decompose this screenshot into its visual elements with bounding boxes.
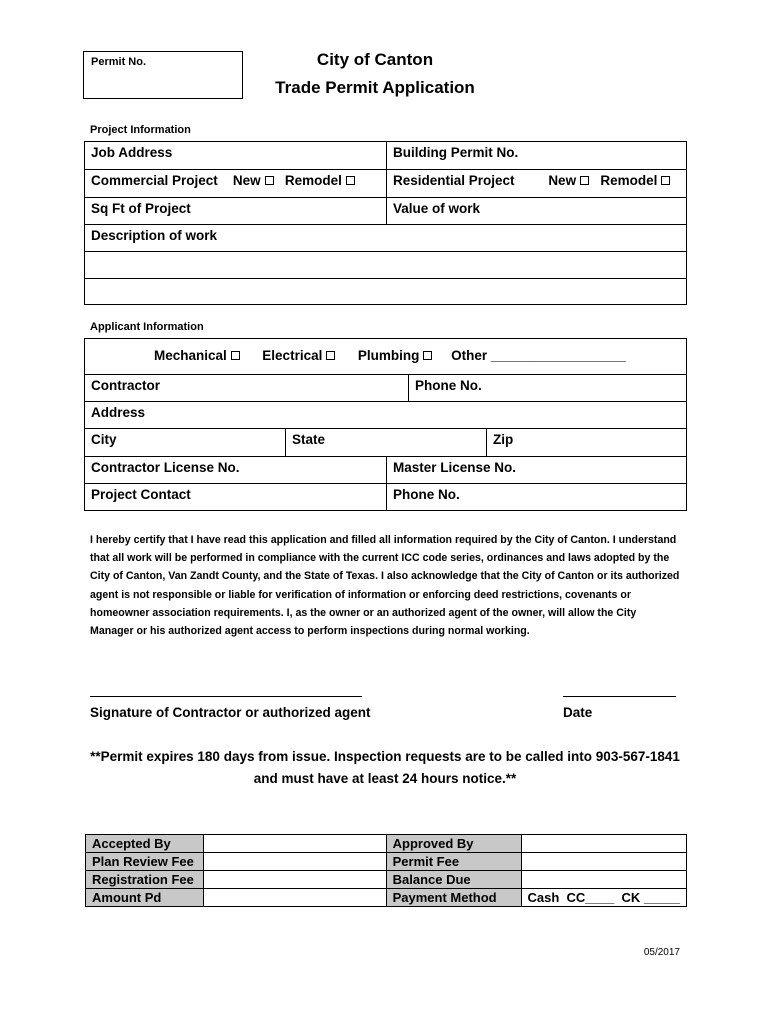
address-field[interactable] (85, 402, 686, 428)
residential-remodel-checkbox[interactable] (661, 176, 670, 185)
master-license-label: Master License No. (393, 460, 517, 475)
master-license-field[interactable] (386, 457, 686, 483)
date-label: Date (563, 705, 593, 720)
accepted-by-label: Accepted By (86, 835, 204, 853)
trade-type-options (148, 339, 686, 374)
commercial-project-field (85, 170, 386, 197)
permit-fee-value[interactable] (521, 853, 686, 871)
trade-type-row (85, 339, 686, 374)
plumbing-label: Plumbing (357, 348, 420, 363)
plan-review-fee-value[interactable] (203, 853, 386, 871)
commercial-project-label: Commercial Project (91, 173, 218, 188)
mechanical-checkbox[interactable] (231, 351, 240, 360)
office-use-table (85, 834, 687, 907)
amount-paid-label: Amount Pd (86, 889, 204, 907)
commercial-remodel-label: Remodel (284, 173, 342, 188)
form-revision-date: 05/2017 (643, 947, 680, 958)
project-row-3 (85, 197, 686, 224)
electrical-label: Electrical (262, 348, 323, 363)
description-field[interactable] (85, 225, 686, 251)
applicant-section-label: Applicant Information (90, 321, 204, 333)
city-field[interactable] (85, 429, 285, 456)
job-address-label: Job Address (91, 145, 173, 160)
project-contact-label: Project Contact (91, 487, 191, 502)
job-address-field[interactable] (85, 142, 386, 169)
building-permit-label: Building Permit No. (393, 145, 519, 160)
plan-review-fee-label: Plan Review Fee (86, 853, 204, 871)
signature-line[interactable] (90, 696, 362, 697)
city-label: City (91, 432, 117, 447)
commercial-new-checkbox[interactable] (265, 176, 274, 185)
city-state-zip-row (85, 428, 686, 456)
registration-fee-value[interactable] (203, 871, 386, 889)
project-contact-phone-label: Phone No. (393, 487, 460, 502)
contractor-phone-label: Phone No. (415, 378, 482, 393)
residential-new-checkbox[interactable] (580, 176, 589, 185)
description-label: Description of work (91, 228, 218, 243)
balance-due-label: Balance Due (386, 871, 521, 889)
project-contact-row (85, 483, 686, 510)
applicant-info-grid (84, 338, 687, 511)
contractor-license-field[interactable] (85, 457, 386, 483)
form-title: Trade Permit Application (275, 78, 475, 97)
commercial-remodel-checkbox[interactable] (346, 176, 355, 185)
value-of-work-label: Value of work (393, 201, 481, 216)
residential-project-label: Residential Project (393, 173, 515, 188)
sq-ft-label: Sq Ft of Project (91, 201, 191, 216)
plumbing-checkbox[interactable] (423, 351, 432, 360)
state-field[interactable] (285, 429, 486, 456)
project-row-1 (85, 142, 686, 169)
zip-label: Zip (493, 432, 514, 447)
certification-statement: I hereby certify that I have read this application and filled all information required by the City of Canton. I understand that all work will be performed in compliance with the current ICC code series, ordinances and laws adopted by the City of Canton, Van Zandt County, and the State of Texas. I also acknowledge that the City of Canton or its authorized agent is not responsible or liable for verification of information or enforcing deed restrictions, covenants or homeowner association requirements. I, as the owner or an authorized agent of the owner, will allow the City Manager or his authorized agent access to perform inspections during normal working. (90, 534, 680, 638)
other-trade-field[interactable]: Other __________________ (451, 348, 627, 363)
notice-line-1: **Permit expires 180 days from issue. Inspection requests are to be called into 903-567-1841 (90, 749, 680, 764)
accepted-by-value[interactable] (203, 835, 386, 853)
building-permit-field[interactable] (386, 142, 686, 169)
permit-number-box[interactable] (83, 51, 243, 99)
contractor-label: Contractor (91, 378, 161, 393)
mechanical-label: Mechanical (154, 348, 227, 363)
contractor-row (85, 374, 686, 401)
amount-paid-value[interactable] (203, 889, 386, 907)
license-row (85, 456, 686, 483)
permit-expiration-notice (85, 746, 685, 790)
state-label: State (292, 432, 326, 447)
table-row (86, 871, 687, 889)
project-info-grid (84, 141, 687, 305)
project-contact-field[interactable] (85, 484, 386, 510)
address-row (85, 401, 686, 428)
date-line[interactable] (563, 696, 676, 697)
commercial-new-label: New (232, 173, 261, 188)
project-row-2 (85, 169, 686, 197)
contractor-license-label: Contractor License No. (91, 460, 240, 475)
table-row (86, 889, 687, 907)
contractor-field[interactable] (85, 375, 408, 401)
address-label: Address (91, 405, 146, 420)
approved-by-value[interactable] (521, 835, 686, 853)
value-of-work-field[interactable] (386, 198, 686, 224)
sq-ft-field[interactable] (85, 198, 386, 224)
residential-project-field (386, 170, 686, 197)
payment-method-label: Payment Method (386, 889, 521, 907)
table-row (86, 853, 687, 871)
balance-due-value[interactable] (521, 871, 686, 889)
zip-field[interactable] (486, 429, 686, 456)
residential-remodel-label: Remodel (600, 173, 658, 188)
approved-by-label: Approved By (386, 835, 521, 853)
permit-fee-label: Permit Fee (386, 853, 521, 871)
description-row (85, 224, 686, 251)
table-row (86, 835, 687, 853)
permit-number-label: Permit No. (91, 56, 147, 68)
electrical-checkbox[interactable] (326, 351, 335, 360)
description-line-3[interactable] (85, 278, 686, 304)
residential-new-label: New (548, 173, 577, 188)
notice-line-2: and must have at least 24 hours notice.** (253, 771, 517, 786)
description-line-2[interactable] (85, 251, 686, 278)
signature-label: Signature of Contractor or authorized agent (90, 705, 371, 720)
form-title-city: City of Canton (316, 50, 434, 69)
project-contact-phone-field[interactable] (386, 484, 686, 510)
payment-method-options[interactable]: Cash CC____ CK _____ (521, 889, 686, 907)
contractor-phone-field[interactable] (408, 375, 686, 401)
project-section-label: Project Information (90, 124, 191, 136)
registration-fee-label: Registration Fee (86, 871, 204, 889)
